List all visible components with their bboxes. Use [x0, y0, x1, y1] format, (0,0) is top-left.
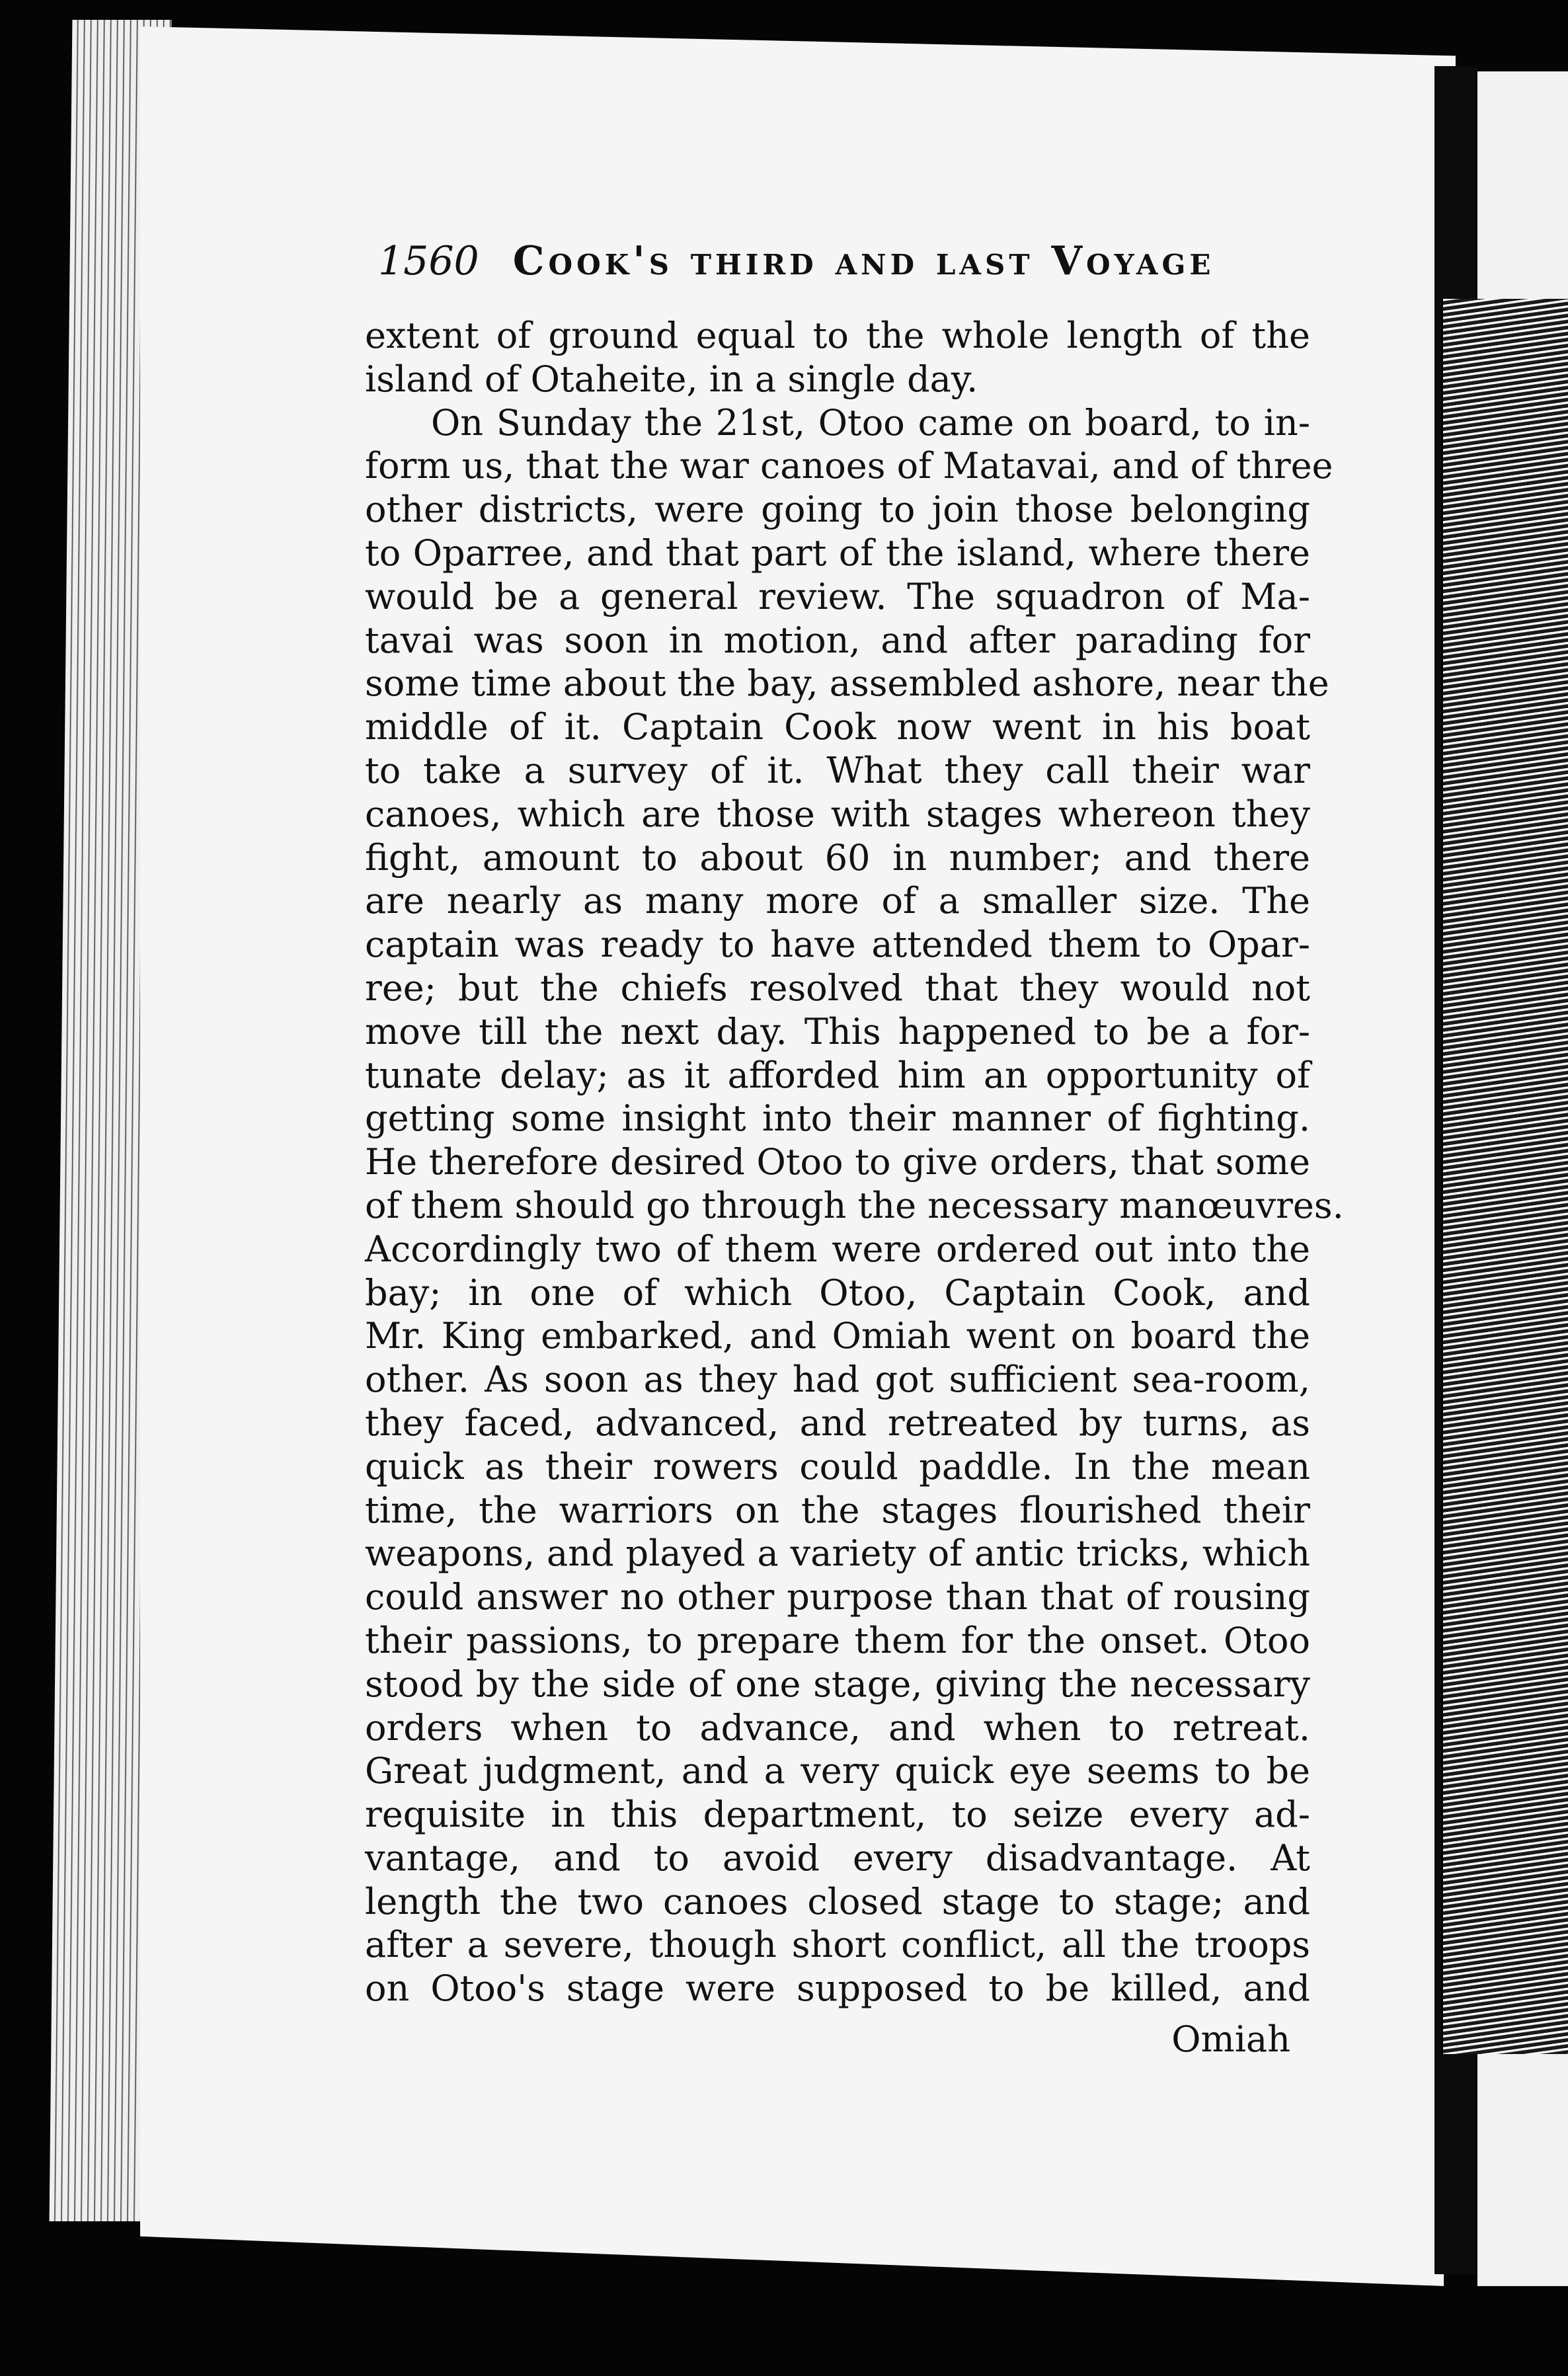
text-line: weapons, and played a variety of antic tricks, which [365, 1532, 1310, 1575]
body-text [365, 314, 1344, 2010]
running-header [378, 238, 1271, 297]
text-line: some time about the bay, assembled ashore, near the [365, 662, 1329, 705]
catchword: Omiah [1171, 2018, 1290, 2060]
text-line: time, the warriors on the stages flourished their [365, 1489, 1310, 1531]
text-line: canoes, which are those with stages whereon they [365, 793, 1310, 835]
text-line: vantage, and to avoid every disadvantage. At [365, 1837, 1310, 1879]
text-line: island of Otaheite, in a single day. [365, 358, 978, 400]
text-line: tunate delay; as it afforded him an opportunity of [365, 1054, 1310, 1096]
text-line: their passions, to prepare them for the onset. Otoo [365, 1619, 1310, 1661]
page-number: 1560 [378, 238, 479, 284]
text-line: would be a general review. The squadron of Ma- [365, 575, 1310, 617]
text-line: are nearly as many more of a smaller size. The [365, 880, 1310, 922]
text-line: other. As soon as they had got sufficient sea-room, [365, 1359, 1310, 1401]
facing-page-engraving [1441, 299, 1568, 2054]
text-line: to Oparree, and that part of the island, where there [365, 532, 1310, 574]
text-line: other districts, were going to join those belonging [365, 489, 1310, 531]
text-line: extent of ground equal to the whole length of the [365, 315, 1310, 356]
text-line: getting some insight into their manner of fighting. [365, 1097, 1310, 1140]
text-line: quick as their rowers could paddle. In the mean [365, 1445, 1310, 1487]
text-line: bay; in one of which Otoo, Captain Cook, and [365, 1271, 1310, 1314]
text-line: stood by the side of one stage, giving the necessary [365, 1663, 1310, 1705]
text-line: of them should go through the necessary manœuvres. [365, 1184, 1344, 1226]
text-line: could answer no other purpose than that of rousing [365, 1576, 1310, 1618]
text-line: On Sunday the 21st, Otoo came on board, to in- [431, 401, 1310, 444]
text-line: move till the next day. This happened to be a for- [365, 1010, 1310, 1052]
text-line: after a severe, though short conflict, all the troops [365, 1924, 1310, 1966]
text-line: length the two canoes closed stage to stage; and [365, 1880, 1310, 1922]
text-line: to take a survey of it. What they call their war [365, 749, 1310, 791]
text-line: ree; but the chiefs resolved that they would not [365, 967, 1310, 1009]
text-line: tavai was soon in motion, and after parading for [365, 619, 1310, 661]
text-line: Accordingly two of them were ordered out into the [365, 1228, 1310, 1270]
text-line: Mr. King embarked, and Omiah went on board the [365, 1315, 1310, 1357]
running-title: Cook's third and last Voyage [512, 238, 1215, 284]
text-line: they faced, advanced, and retreated by turns, as [365, 1402, 1310, 1444]
text-line: captain was ready to have attended them to Opar- [365, 924, 1310, 966]
text-line: orders when to advance, and when to retreat. [365, 1706, 1310, 1749]
text-line: requisite in this department, to seize every ad- [365, 1794, 1310, 1836]
text-line: fight, amount to about 60 in number; and there [365, 836, 1310, 879]
text-line: middle of it. Captain Cook now went in his boat [365, 706, 1310, 748]
text-line: form us, that the war canoes of Matavai, and of three [365, 445, 1333, 487]
text-line: on Otoo's stage were supposed to be killed, and [365, 1967, 1310, 2010]
text-line: He therefore desired Otoo to give orders, that some [365, 1141, 1310, 1183]
text-line: Great judgment, and a very quick eye seems to be [365, 1750, 1310, 1792]
